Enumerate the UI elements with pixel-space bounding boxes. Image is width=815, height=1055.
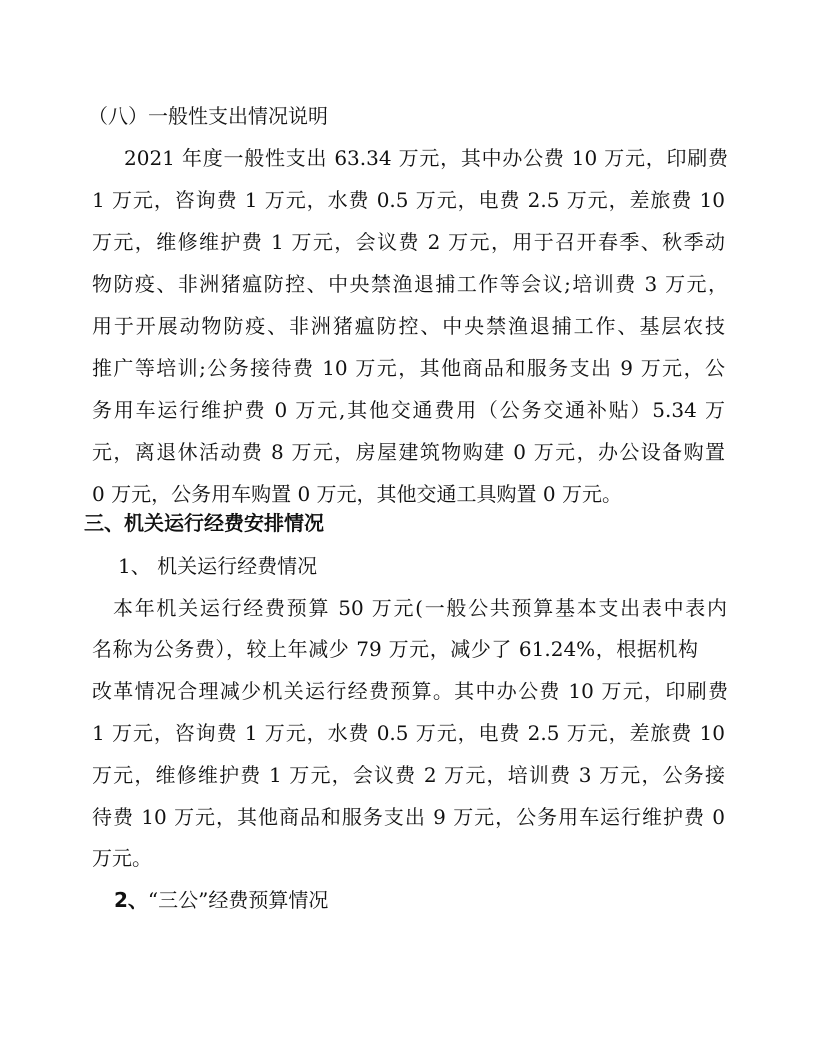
paragraph-line: 名称为公务费），较上年减少 79 万元，减少了 61.24%，根据机构 bbox=[92, 637, 698, 661]
paragraph-line: 2021 年度一般性支出 63.34 万元，其中办公费 10 万元，印刷费 bbox=[124, 146, 728, 170]
subsection-2-number: 2、 bbox=[114, 888, 148, 912]
paragraph-line: 0 万元，公务用车购置 0 万元，其他交通工具购置 0 万元。 bbox=[92, 482, 622, 506]
subsection-1-heading: 1、 机关运行经费情况 bbox=[118, 554, 318, 578]
section-3-heading: 三、机关运行经费安排情况 bbox=[84, 511, 324, 535]
paragraph-line: 万元。 bbox=[92, 846, 152, 870]
paragraph-line: 改革情况合理减少机关运行经费预算。其中办公费 10 万元，印刷费 bbox=[92, 679, 728, 703]
paragraph-line: 万元，维修维护费 1 万元，会议费 2 万元，用于召开春季、秋季动 bbox=[92, 230, 725, 254]
section-8-heading: （八）一般性支出情况说明 bbox=[88, 104, 328, 128]
paragraph-line: 务用车运行维护费 0 万元,其他交通费用（公务交通补贴）5.34 万 bbox=[92, 398, 725, 422]
paragraph-line: 用于开展动物防疫、非洲猪瘟防控、中央禁渔退捕工作、基层农技 bbox=[92, 314, 725, 338]
paragraph-line: 元，离退休活动费 8 万元，房屋建筑物购建 0 万元，办公设备购置 bbox=[92, 440, 725, 464]
subsection-2-heading bbox=[114, 888, 328, 912]
paragraph-line: 万元，维修维护费 1 万元，会议费 2 万元，培训费 3 万元，公务接 bbox=[92, 763, 725, 787]
paragraph-line: 1 万元，咨询费 1 万元，水费 0.5 万元，电费 2.5 万元，差旅费 10 bbox=[92, 721, 725, 745]
subsection-2-title: “三公”经费预算情况 bbox=[147, 888, 329, 912]
paragraph-line: 物防疫、非洲猪瘟防控、中央禁渔退捕工作等会议;培训费 3 万元， bbox=[92, 272, 728, 296]
paragraph-line: 本年机关运行经费预算 50 万元(一般公共预算基本支出表中表内 bbox=[113, 596, 727, 620]
paragraph-line: 推广等培训;公务接待费 10 万元，其他商品和服务支出 9 万元，公 bbox=[92, 356, 725, 380]
paragraph-line: 1 万元，咨询费 1 万元，水费 0.5 万元，电费 2.5 万元，差旅费 10 bbox=[92, 188, 725, 212]
paragraph-line: 待费 10 万元，其他商品和服务支出 9 万元，公务用车运行维护费 0 bbox=[92, 805, 725, 829]
